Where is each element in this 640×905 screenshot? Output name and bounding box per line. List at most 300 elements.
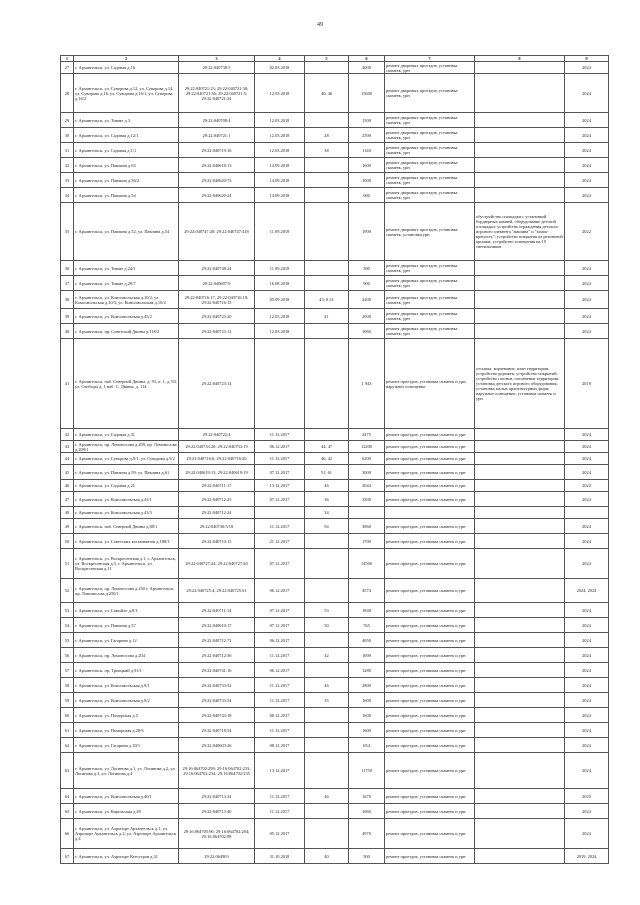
table-cell: отсыпка, корчевание, план территории, устройство дорожек; устройство покрытий, устройство газонов, озеленение территории, установка детского игрового оборудования, установка малых архитектурных форм, наружное освещение, установка скамеек и урн <box>475 339 565 429</box>
table-cell: 29:22:040607:9 <box>179 276 255 291</box>
table-cell: 06.12.2017 <box>255 633 305 648</box>
table-cell <box>475 804 565 819</box>
table-cell <box>305 708 349 723</box>
table-cell: ремонт дворовых проездов, установка скамеек, урн <box>385 291 475 309</box>
table-cell: 2024 <box>565 723 609 738</box>
table-cell: ремонт проездов, установка скамеек и урн <box>385 480 475 492</box>
table-cell: 2024 <box>565 276 609 291</box>
table-cell: 53 <box>61 603 74 618</box>
table-cell: 1600 <box>349 723 385 738</box>
table-cell: 1900 <box>349 203 385 261</box>
table-cell <box>475 738 565 753</box>
table-cell: 42 <box>305 648 349 663</box>
table-cell: 27 <box>61 62 74 74</box>
table-cell: ремонт дворовых проездов, установка скамеек, урн <box>385 113 475 128</box>
table-cell: 4970 <box>349 819 385 849</box>
table-cell <box>475 441 565 453</box>
table-cell: г. Архангельск, ул. Аэропорт Архангельск д.1; ул. Аэропорт Архангельск д.2; ул. Аэропорт Архангельск д.4 <box>74 819 179 849</box>
table-cell: 1600 <box>349 158 385 173</box>
table-cell: г. Архангельск, ул. Самойло д.8/1 <box>74 603 179 618</box>
table-cell: ремонт проездов, установка скамеек и урн <box>385 465 475 480</box>
table-cell: 42 <box>61 429 74 441</box>
table-cell: 29:22:040738:5 <box>179 62 255 74</box>
table-cell <box>475 158 565 173</box>
table-row <box>61 648 609 663</box>
table-cell: г. Архангельск, ул. Садовая д.21 <box>74 480 179 492</box>
table-cell: 16.08.2018 <box>255 276 305 291</box>
table-cell: 50 <box>305 618 349 633</box>
table-cell: 2024 <box>565 492 609 507</box>
table-cell <box>475 291 565 309</box>
table-cell: 1000 <box>349 173 385 188</box>
table-cell <box>305 633 349 648</box>
table-cell: 29:22:040708:4 <box>179 113 255 128</box>
table-cell: 51 <box>61 549 74 579</box>
table-cell: 2200 <box>349 291 385 309</box>
table-cell: 02.03.2018 <box>255 62 305 74</box>
table-cell: 2024 <box>565 753 609 789</box>
table-cell: 2022 <box>565 480 609 492</box>
table-cell <box>475 453 565 465</box>
table-row <box>61 128 609 143</box>
table-cell: 35 <box>61 203 74 261</box>
table-row <box>61 693 609 708</box>
table-cell: 29:22:040710:15 <box>179 534 255 549</box>
table-cell <box>475 261 565 276</box>
table-cell: 29:22:040716:17; 29:22:040716:18; 29:22:040716:15 <box>179 291 255 309</box>
table-cell: 12200 <box>349 441 385 453</box>
table-cell: 1500 <box>349 113 385 128</box>
table-row <box>61 579 609 603</box>
table-row <box>61 62 609 74</box>
table-cell: 600 <box>349 188 385 203</box>
table-cell: 2024 <box>565 603 609 618</box>
table-cell: 11.12.2017 <box>255 648 305 663</box>
table-cell: 2024 <box>565 708 609 723</box>
table-row <box>61 429 609 441</box>
table-cell <box>305 723 349 738</box>
table-cell: 46 <box>61 480 74 492</box>
table-row <box>61 507 609 519</box>
table-cell <box>475 113 565 128</box>
table-cell: 58 <box>61 678 74 693</box>
table-cell <box>475 74 565 113</box>
table-cell: 29:22:040610:17 <box>179 618 255 633</box>
table-cell: г. Архангельск, ул. Павлина д.57 <box>74 618 179 633</box>
table-cell: г. Архангельск, ул. Павлина д.59; ул. Павлина д.61 <box>74 465 179 480</box>
table-cell <box>305 188 349 203</box>
header-cell: 4 <box>255 56 305 62</box>
table-cell: 2024 <box>565 549 609 579</box>
table-cell <box>385 507 475 519</box>
table-cell: г. Архангельск, ул. Поморская д.5 <box>74 708 179 723</box>
table-cell: 51, 61 <box>305 465 349 480</box>
table-cell: 32 <box>61 158 74 173</box>
table-cell: 2044 <box>349 480 385 492</box>
table-cell <box>475 128 565 143</box>
table-cell: 29:22:040727:24; 29:22:040727:20 <box>179 549 255 579</box>
table-cell: 62 <box>61 738 74 753</box>
table-cell: 36 <box>61 261 74 276</box>
table-cell <box>305 663 349 678</box>
table-row <box>61 173 609 188</box>
table-cell: 94 <box>305 519 349 534</box>
table-cell <box>475 276 565 291</box>
table-cell <box>305 158 349 173</box>
table-cell: 53 <box>305 603 349 618</box>
table-cell: г. Архангельск, ул. Воскресенская д.1, г. Архангельск, ул. Воскресенская д.3, г. Архангельск, ул. Воскресенская д.11 <box>74 549 179 579</box>
table-cell: 29:22:040718:54 <box>179 723 255 738</box>
table-cell: 33 <box>61 173 74 188</box>
table-cell: 1670 <box>349 789 385 804</box>
table-row <box>61 74 609 113</box>
table-cell: 2024 <box>565 633 609 648</box>
table-cell: 44 <box>61 453 74 465</box>
table-cell: 2024 <box>565 309 609 324</box>
table-cell: 2025 <box>565 789 609 804</box>
table-cell: г. Архангельск, ул. Павлина д.54 <box>74 188 179 203</box>
table-cell: 11.12.2017 <box>255 453 305 465</box>
table-cell: 11.12.2017 <box>255 693 305 708</box>
table-cell: 41 <box>305 309 349 324</box>
table-cell: 2024 <box>565 324 609 339</box>
table-cell: ремонт проездов, установка скамеек и урн <box>385 819 475 849</box>
table-cell: 15600 <box>349 74 385 113</box>
table-cell: 34 <box>61 188 74 203</box>
table-cell: 30 <box>61 128 74 143</box>
table-cell: 12.03.2018 <box>255 324 305 339</box>
table-cell <box>475 708 565 723</box>
table-cell: 29:22:040713:40 <box>179 804 255 819</box>
table-cell: 29:22:040733:52 <box>179 678 255 693</box>
table-cell: 500 <box>349 261 385 276</box>
table-cell: 13.12.2017 <box>255 753 305 789</box>
table-cell: 66 <box>61 819 74 849</box>
table-cell: ремонт проездов, установка скамеек и урн <box>385 429 475 441</box>
table-row <box>61 738 609 753</box>
table-cell: г. Архангельск, ул. Павлина д.52; ул. Павлина д.54 <box>74 203 179 261</box>
table-cell: ремонт дворовых проездов, установка скамеек, урн <box>385 128 475 143</box>
table-cell: 06.12.2017 <box>255 579 305 603</box>
table-cell: 500 <box>349 849 385 864</box>
table-cell: г. Архангельск, ул. Аэропорт Кегостров д.31 <box>74 849 179 864</box>
table-cell <box>475 173 565 188</box>
table-cell: ремонт дворовых проездов, установка скамеек, урн <box>385 324 475 339</box>
table-cell: 44, 47 <box>305 441 349 453</box>
table-cell: 50 <box>61 534 74 549</box>
table-cell: ремонт дворовых проездов; установка скамеек, установка урн <box>385 203 475 261</box>
table-cell: г. Архангельск, ул. Логинова д.1, ул. Логинова д.2, ул. Логинова д.3, ул. Логинова д.4 <box>74 753 179 789</box>
table-cell: г. Архангельск, ул. Комсомольская д.40/1 <box>74 789 179 804</box>
table-cell <box>475 579 565 603</box>
table-cell <box>475 603 565 618</box>
table-cell: 2500 <box>349 128 385 143</box>
table-cell: 28 <box>305 128 349 143</box>
table-cell: 29:22:040711:14 <box>179 603 255 618</box>
table-cell <box>305 261 349 276</box>
table-cell <box>475 663 565 678</box>
table-cell: г. Архангельск, пр. Троицкий д.91/1 <box>74 663 179 678</box>
table-row <box>61 618 609 633</box>
table-cell: 38 <box>61 291 74 309</box>
table-cell: 11.12.2017 <box>255 678 305 693</box>
table-cell: 29:22:040620:73 <box>179 173 255 188</box>
table-cell: 46, 42 <box>305 453 349 465</box>
table-cell: 40 <box>61 324 74 339</box>
table-row <box>61 143 609 158</box>
table-cell: 2024 <box>565 465 609 480</box>
table-cell: 29:22:040712:56 <box>179 648 255 663</box>
table-cell <box>475 465 565 480</box>
table-cell: 11.09.2018 <box>255 261 305 276</box>
table-row <box>61 519 609 534</box>
table-cell: 12.03.2018 <box>255 128 305 143</box>
table-cell: 29:22:040603:26 <box>179 738 255 753</box>
table-cell <box>475 633 565 648</box>
table-cell: 2800 <box>349 678 385 693</box>
table-cell: 31 <box>61 143 74 158</box>
table-cell: 65 <box>61 804 74 819</box>
table-row <box>61 492 609 507</box>
table-cell: 2024 <box>565 678 609 693</box>
table-cell: 08.12.2017 <box>255 708 305 723</box>
table-cell: 2024 <box>565 62 609 74</box>
table-cell: 05.09.2018 <box>255 291 305 309</box>
table-cell: 29:22:040721:1 <box>179 128 255 143</box>
table-cell: 3860 <box>349 519 385 534</box>
table-cell: 29:22:040722:4 <box>179 429 255 441</box>
table-cell: 31.10.2018 <box>255 849 305 864</box>
table-cell: 2024 <box>565 519 609 534</box>
table-row <box>61 549 609 579</box>
table-cell: 29:22:040712:25 <box>179 492 255 507</box>
table-cell: г. Архангельск, ул. Тимме д.20/7 <box>74 276 179 291</box>
table-cell: 35 <box>305 693 349 708</box>
table-cell <box>475 789 565 804</box>
table-cell <box>475 723 565 738</box>
table-cell: 49 <box>61 519 74 534</box>
table-cell: 29:22:040741:16 <box>179 663 255 678</box>
table-cell: ремонт проездов, установка скамеек и урн <box>385 603 475 618</box>
table-cell: 48 <box>61 507 74 519</box>
table-cell: 60 <box>61 708 74 723</box>
table-cell <box>475 693 565 708</box>
table-cell: ремонт проездов, установка скамеек и урн <box>385 453 475 465</box>
table-cell: 52 <box>61 579 74 603</box>
table-cell: 1690 <box>349 648 385 663</box>
table-cell: 2024 <box>565 188 609 203</box>
table-cell: г. Архангельск, наб. Северной Двины, д. 93, к. 1, д. 93, ул. Свободы д. 1 наб. С. Двины, д. 114 <box>74 339 179 429</box>
table-cell: 29:22:040723:14 <box>179 339 255 429</box>
table-cell <box>475 849 565 864</box>
header-cell: 3 <box>179 56 255 62</box>
table-cell: ремонт проездов, установка скамеек и урн <box>385 648 475 663</box>
table-cell: ремонт дворовых проездов, установка скамеек, урн <box>385 143 475 158</box>
table-cell: 37 <box>61 276 74 291</box>
table-cell: 29:22:040743:18 <box>179 708 255 723</box>
table-cell: 14.09.2018 <box>255 188 305 203</box>
table-cell: 14.09.2018 <box>255 173 305 188</box>
table-cell: г. Архангельск, ул. Садовая д.1/1 <box>74 143 179 158</box>
table-cell: 2024 <box>565 143 609 158</box>
table-cell <box>475 324 565 339</box>
table-cell: г. Архангельск, пр. Ломоносова д.209, пр. Ломоносова д.209/1 <box>75 441 177 452</box>
table-cell: 2024 <box>565 738 609 753</box>
table-cell: 07.12.2017 <box>255 618 305 633</box>
table-cell <box>475 507 565 519</box>
table-cell: ремонт проездов, установка скамеек и урн <box>385 804 475 819</box>
table-cell <box>305 173 349 188</box>
table-cell: 39 <box>61 309 74 324</box>
table-row <box>61 276 609 291</box>
table-row <box>61 261 609 276</box>
table-cell: 2024 <box>565 128 609 143</box>
page-number: 49 <box>317 22 323 28</box>
table-cell: 2024 <box>565 429 609 441</box>
table-cell: 61 <box>61 723 74 738</box>
table-cell: 11.09.2018 <box>255 203 305 261</box>
table-cell: 2024 <box>565 74 609 113</box>
table-cell: 46 <box>305 789 349 804</box>
table-cell: 1700 <box>349 534 385 549</box>
table-cell: 11.12.2017 <box>255 723 305 738</box>
table-cell <box>305 203 349 261</box>
table-cell: 46 <box>305 678 349 693</box>
table-cell <box>349 507 385 519</box>
table-cell: 29:22:040620:24 <box>179 188 255 203</box>
table-cell <box>305 819 349 849</box>
table-cell: ремонт проездов, установка скамеек и урн <box>385 534 475 549</box>
table-cell: ремонт дворовых проездов, установка скамеек, урн <box>385 309 475 324</box>
table-row <box>61 789 609 804</box>
table-cell: г. Архангельск, ул. Поморская д.28/3 <box>74 723 179 738</box>
table-cell <box>475 549 565 579</box>
table-cell <box>255 339 305 429</box>
table-cell: ремонт проездов, установка скамеек и урн <box>385 678 475 693</box>
header-cell: 1 <box>61 56 74 62</box>
table-cell: 2024 <box>565 618 609 633</box>
table-cell: 2024 <box>565 441 609 453</box>
table-row <box>61 453 609 465</box>
table-cell <box>305 339 349 429</box>
table-cell: 29:22:040618:13 <box>179 158 255 173</box>
table-cell <box>475 678 565 693</box>
table-cell: г. Архангельск, ул. Тимме д.3 <box>74 113 179 128</box>
table-cell: 2022 <box>565 203 609 261</box>
table-cell <box>305 753 349 789</box>
header-cell: 5 <box>305 56 349 62</box>
table-cell: 29:22:040730:5/18 <box>179 519 255 534</box>
table-cell: 1600 <box>349 693 385 708</box>
table-cell: 43 <box>61 441 74 453</box>
table-cell: 2024 <box>565 158 609 173</box>
table-row <box>61 291 609 309</box>
table-cell: 29:22:040723:12 <box>179 324 255 339</box>
table-row <box>61 113 609 128</box>
table-cell: 2024 <box>565 291 609 309</box>
table-cell: 29:16:064702:299; 29:16:064702:233; 29:16:064702:234; 29:16:064702:235 <box>179 753 255 789</box>
table-cell <box>305 324 349 339</box>
table-cell <box>305 276 349 291</box>
table-cell: 67 <box>61 849 74 864</box>
table-cell: 29:22:040712:24 <box>179 507 255 519</box>
table-cell: 2024 <box>565 663 609 678</box>
table-cell: 4574 <box>349 579 385 603</box>
table-row <box>61 158 609 173</box>
table-row <box>61 663 609 678</box>
table-cell: ремонт дворовых проездов, установка скамеек, урн <box>385 188 475 203</box>
table-cell: 07.12.2017 <box>255 603 305 618</box>
table-cell: 59 <box>61 693 74 708</box>
table-cell: 06.12.2017 <box>255 663 305 678</box>
table-cell: г. Архангельск, ул. Карельская д.49 <box>74 804 179 819</box>
table-cell: г. Архангельск, ул. Советских космонавтов д.188/1 <box>74 534 179 549</box>
table-cell: 3300 <box>349 492 385 507</box>
table-row <box>61 441 609 453</box>
improvement-table <box>60 55 609 864</box>
table-row <box>61 188 609 203</box>
table-cell: 38 <box>305 143 349 158</box>
table-cell: 13.12.2017 <box>255 480 305 492</box>
table-cell: 41 <box>61 339 74 429</box>
table-cell: ремонт проездов, установка скамеек и урн <box>385 633 475 648</box>
table-row <box>61 753 609 789</box>
table-cell: г. Архангельск, ул. Тимме д.24/1 <box>74 261 179 276</box>
table-cell: 2024 <box>565 648 609 663</box>
table-cell: ремонт проездов, установка скамеек и урн <box>385 738 475 753</box>
table-row <box>61 603 609 618</box>
table-cell: ремонт проездов, установка скамеек и урн, наружное освещение <box>385 339 475 429</box>
table-cell <box>475 648 565 663</box>
table-cell: 08.12.2017 <box>255 738 305 753</box>
table-row <box>61 633 609 648</box>
table-cell: г. Архангельск, пр. Ломоносова д.204 <box>74 648 179 663</box>
table-cell: 57 <box>61 663 74 678</box>
table-cell: 07.12.2017 <box>255 465 305 480</box>
table-cell: ремонт дворовых проездов, установка скамеек, урн <box>385 62 475 74</box>
table-row <box>61 804 609 819</box>
table-cell: 765 <box>349 618 385 633</box>
table-cell: 6200 <box>349 453 385 465</box>
table-cell <box>475 188 565 203</box>
table-cell: 29:22:064903 <box>179 849 255 864</box>
table-cell: г. Архангельск, ул. Гагарина д.39/1 <box>74 738 179 753</box>
table-cell: г. Архангельск, ул. Комсомольская д.10/2; ул. Комсомольская д.10/3; ул. Комсомольская д.10/4 <box>74 291 179 309</box>
table-cell: 29:22:040712:72 <box>179 633 255 648</box>
table-cell: 2019, 2024 <box>565 849 609 864</box>
table-cell: 29:22:040711:17 <box>179 480 255 492</box>
table-cell: г. Архангельск, ул. Суворова д.9/1; ул. Суворова д.9/2 <box>74 453 179 465</box>
table-cell <box>305 534 349 549</box>
table-cell: 29:22:040721:23; 29:22:040721:30; 29:22:040721:36; 29:22:040721:5; 29:22:040721:24 <box>179 74 255 113</box>
table-cell: ремонт проездов, установка скамеек и урн <box>385 753 475 789</box>
table-cell: 36 <box>305 492 349 507</box>
table-cell: 2018 <box>565 339 609 429</box>
table-cell: 29:22:040747:20; 29:22:040747:418 <box>179 203 255 261</box>
table-cell: 21.12.2017 <box>255 534 305 549</box>
table-row <box>61 819 609 849</box>
table-cell: г. Архангельск, ул. Садовая д.31 <box>74 429 179 441</box>
table-cell: 12.03.2018 <box>255 309 305 324</box>
table-cell: 47 <box>61 492 74 507</box>
table-cell: 2024 <box>565 173 609 188</box>
table-cell: 40, 46 <box>305 74 349 113</box>
table-cell <box>475 753 565 789</box>
table-cell: ремонт проездов, установка скамеек и урн <box>385 492 475 507</box>
table-cell <box>305 579 349 603</box>
table-cell: г. Архангельск, ул. Комсомольская д.9/2 <box>74 693 179 708</box>
table-cell: 55 <box>61 633 74 648</box>
